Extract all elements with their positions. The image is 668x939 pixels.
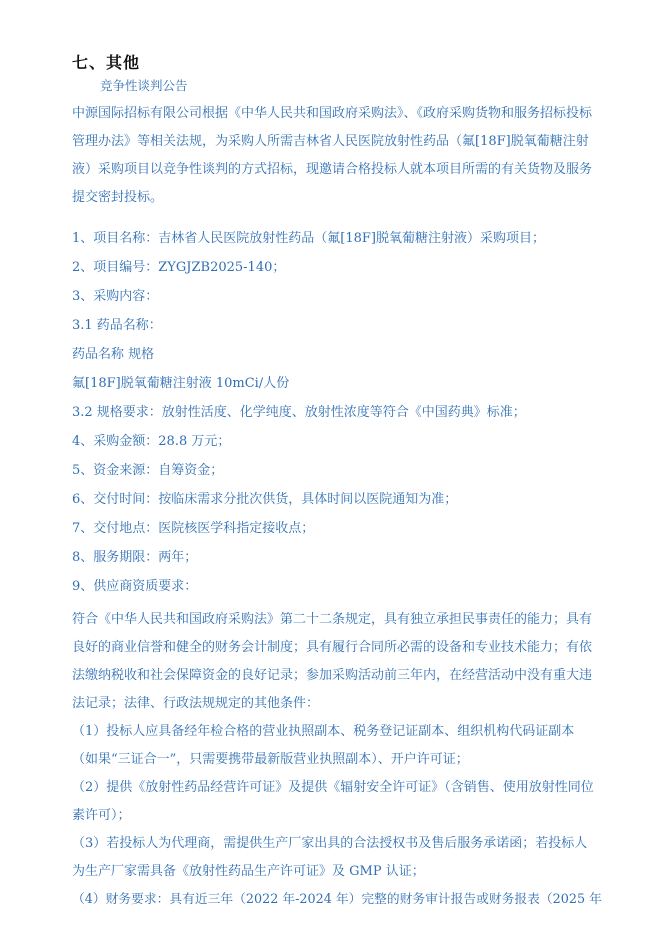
item-service-period: 8、服务期限：两年；: [72, 550, 198, 565]
item-drug-table-header: 药品名称 规格: [72, 347, 155, 362]
item-amount: 4、采购金额：28.8 万元；: [72, 434, 231, 449]
intro-line: 管理办法》等相关法规，为采购人所需吉林省人民医院放射性药品（氟[18F]脱氧葡糖注射: [72, 134, 589, 149]
intro-line: 提交密封投标。: [72, 190, 164, 205]
condition-2-line: 素许可）；: [72, 808, 131, 823]
item-qualification-heading: 9、供应商资质要求：: [72, 579, 198, 594]
condition-1-line: （1）投标人应具备经年检合格的营业执照副本、税务登记证副本、组织机构代码证副本: [72, 724, 575, 739]
item-list: [72, 224, 604, 601]
qualification-line: 法缴纳税收和社会保障资金的良好记录；参加采购活动前三年内，在经营活动中没有重大违: [72, 668, 593, 683]
item-drug-name-heading: 3.1 药品名称：: [72, 318, 162, 333]
conditions-list: [72, 718, 604, 914]
item-spec-requirements: 3.2 规格要求：放射性活度、化学纯度、放射性浓度等符合《中国药典》标准；: [72, 405, 526, 420]
item-delivery-location: 7、交付地点：医院核医学科指定接收点；: [72, 521, 315, 536]
qualification-line: 符合《中华人民共和国政府采购法》第二十二条规定，具有独立承担民事责任的能力；具有: [72, 612, 593, 627]
item-drug-table-row: 氟[18F]脱氧葡糖注射液 10mCi/人份: [72, 376, 290, 391]
item-delivery-time: 6、交付时间：按临床需求分批次供货，具体时间以医院通知为准；: [72, 492, 458, 507]
intro-paragraph: [72, 100, 604, 212]
condition-1-line: （如果“三证合一”，只需要携带最新版营业执照副本）、开户许可证；: [72, 752, 469, 767]
announcement-heading: 竞争性谈判公告: [100, 78, 188, 93]
condition-2-line: （2）提供《放射性药品经营许可证》及提供《辐射安全许可证》（含销售、使用放射性同位: [72, 780, 594, 795]
intro-line: 液）采购项目以竞争性谈判的方式招标，现邀请合格投标人就本项目所需的有关货物及服务: [72, 162, 593, 177]
intro-line: 中源国际招标有限公司根据《中华人民共和国政府采购法》、《政府采购货物和服务招标投标: [72, 106, 593, 121]
condition-3-line: （3）若投标人为代理商，需提供生产厂家出具的合法授权书及售后服务承诺函；若投标人: [72, 836, 588, 851]
qualification-line: 法记录；法律、行政法规规定的其他条件：: [72, 696, 320, 711]
section-title: 七、其他: [72, 53, 141, 72]
item-procurement-content: 3、采购内容：: [72, 289, 159, 304]
item-project-number: 2、项目编号：ZYGJZB2025-140；: [72, 260, 286, 275]
condition-3-line: 为生产厂家需具备《放射性药品生产许可证》及 GMP 认证；: [72, 864, 425, 879]
qualification-paragraph: [72, 606, 604, 718]
condition-4-line: （4）财务要求：具有近三年（2022 年-2024 年）完整的财务审计报告或财务报表（2025 年: [72, 892, 602, 907]
item-funding-source: 5、资金来源：自筹资金；: [72, 463, 224, 478]
item-project-name: 1、项目名称：吉林省人民医院放射性药品（氟[18F]脱氧葡糖注射液）采购项目；: [72, 231, 545, 246]
qualification-line: 良好的商业信誉和健全的财务会计制度；具有履行合同所必需的设备和专业技术能力；有依: [72, 640, 593, 655]
